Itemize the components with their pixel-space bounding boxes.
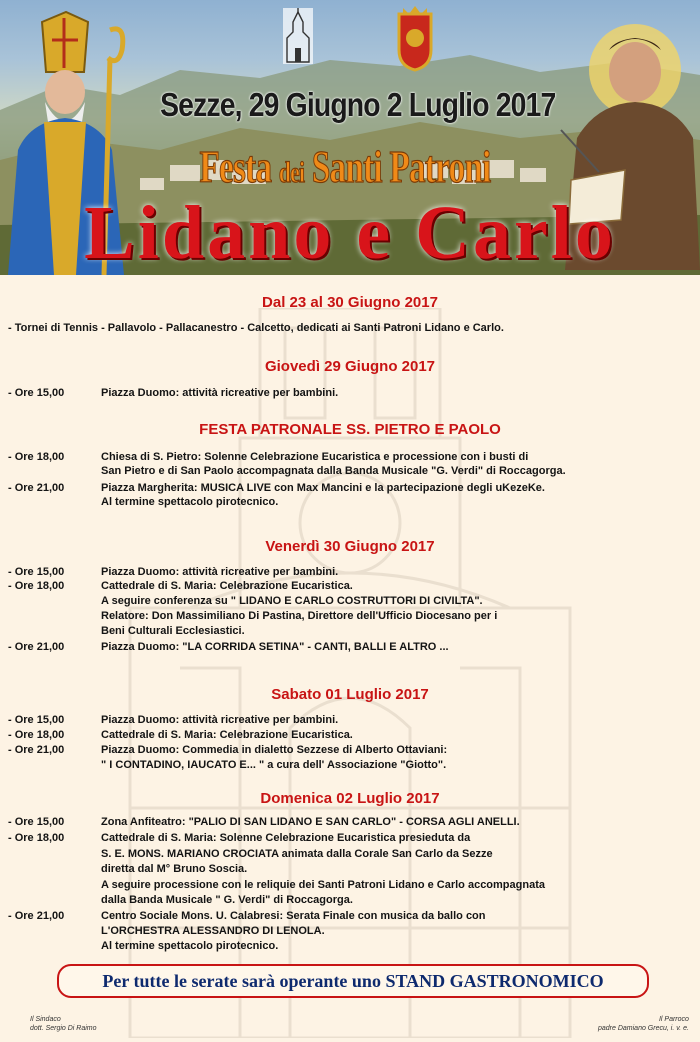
program-item: - Ore 18,00 Cattedrale di S. Maria: Celebrazione Eucaristica. [8, 729, 353, 741]
stand-gastronomico-banner: Per tutte le serate sarà operante uno STAND GASTRONOMICO [57, 964, 649, 998]
poster-header [0, 0, 700, 275]
program-item: - Ore 21,00 Piazza Duomo: Commedia in dialetto Sezzese di Alberto Ottaviani: [8, 744, 448, 756]
program-item-continued: Relatore: Don Massimiliano Di Pastina, Direttore dell'Ufficio Diocesano per i [101, 610, 498, 622]
program-item: - Ore 21,00 Centro Sociale Mons. U. Calabresi: Serata Finale con musica da ballo con [8, 910, 486, 922]
program-item-continued: Beni Culturali Ecclesiastici. [101, 625, 245, 637]
event-dates-title: Sezze, 29 Giugno 2 Luglio 2017 [160, 86, 556, 123]
program-item-continued: S. E. MONS. MARIANO CROCIATA animata dalla Corale San Carlo da Sezze [101, 848, 493, 860]
priest-name: padre Damiano Grecu, i. v. e. [598, 1025, 689, 1032]
section-title-domenica: Domenica 02 Luglio 2017 [260, 790, 440, 807]
crest-emblem-icon [395, 4, 435, 72]
program-item: - Ore 15,00 Piazza Duomo: attività ricreative per bambini. [8, 387, 339, 399]
program-item: - Ore 15,00 Zona Anfiteatro: "PALIO DI SAN LIDANO E SAN CARLO" - CORSA AGLI ANELLI. [8, 816, 520, 828]
mayor-signature [30, 1015, 97, 1033]
program-item-continued: A seguire conferenza su " LIDANO E CARLO COSTRUTTORI DI CIVILTA". [101, 595, 483, 607]
festa-title [190, 140, 500, 193]
festa-title-part1: Festa [199, 141, 279, 192]
program-content [0, 278, 700, 1042]
program-item-continued: Al termine spettacolo pirotecnico. [101, 496, 279, 508]
program-item: - Ore 15,00 Piazza Duomo: attività ricreative per bambini. [8, 714, 339, 726]
priest-role: Il Parroco [658, 1016, 689, 1023]
program-item-continued: San Pietro e di San Paolo accompagnata dalla Banda Musicale "G. Verdi" di Roccagorga. [101, 465, 566, 477]
festa-title-part2: Santi Patroni [304, 141, 491, 192]
program-item: - Ore 21,00 Piazza Margherita: MUSICA LIVE con Max Mancini e la partecipazione degli uKezeKe. [8, 482, 545, 494]
church-emblem-icon [283, 8, 313, 64]
program-item: - Ore 18,00 Cattedrale di S. Maria: Celebrazione Eucaristica. [8, 580, 353, 592]
program-item-continued: L'ORCHESTRA ALESSANDRO DI LENOLA. [101, 925, 325, 937]
program-item: - Ore 15,00 Piazza Duomo: attività ricreative per bambini. [8, 566, 339, 578]
section-title-sabato: Sabato 01 Luglio 2017 [271, 686, 429, 703]
patron-saints-title: Lidano e Carlo [84, 191, 616, 275]
section-title-giovedi: Giovedì 29 Giugno 2017 [264, 358, 436, 375]
mayor-name: dott. Sergio Di Raimo [30, 1025, 97, 1032]
program-item-continued: " I CONTADINO, IAUCATO E... " a cura dell' Associazione "Giotto". [101, 759, 447, 771]
program-item-continued: dalla Banda Musicale " G. Verdi" di Roccagorga. [101, 894, 353, 906]
section-title-venerdi: Venerdì 30 Giugno 2017 [265, 538, 435, 555]
festa-title-dei: dei [278, 156, 305, 189]
program-item-continued: Al termine spettacolo pirotecnico. [101, 940, 279, 952]
program-item: - Ore 18,00 Cattedrale di S. Maria: Solenne Celebrazione Eucaristica presieduta da [8, 832, 471, 844]
parish-priest-signature [598, 1015, 689, 1033]
program-item-continued: diretta dal M° Bruno Soscia. [101, 863, 248, 875]
section-title-tournaments: Dal 23 al 30 Giugno 2017 [262, 294, 438, 311]
mayor-role: Il Sindaco [30, 1016, 61, 1023]
program-item: - Ore 21,00 Piazza Duomo: "LA CORRIDA SETINA" - CANTI, BALLI E ALTRO ... [8, 641, 449, 653]
program-item-continued: A seguire processione con le reliquie dei Santi Patroni Lidano e Carlo accompagnata [101, 879, 545, 891]
program-item: - Ore 18,00 Chiesa di S. Pietro: Solenne Celebrazione Eucaristica e processione con i busti di [8, 451, 529, 463]
section-title-festa-patronale: FESTA PATRONALE SS. PIETRO E PAOLO [199, 421, 501, 438]
tournaments-line: - Tornei di Tennis - Pallavolo - Pallacanestro - Calcetto, dedicati ai Santi Patroni Lidano e Carlo. [8, 322, 504, 334]
